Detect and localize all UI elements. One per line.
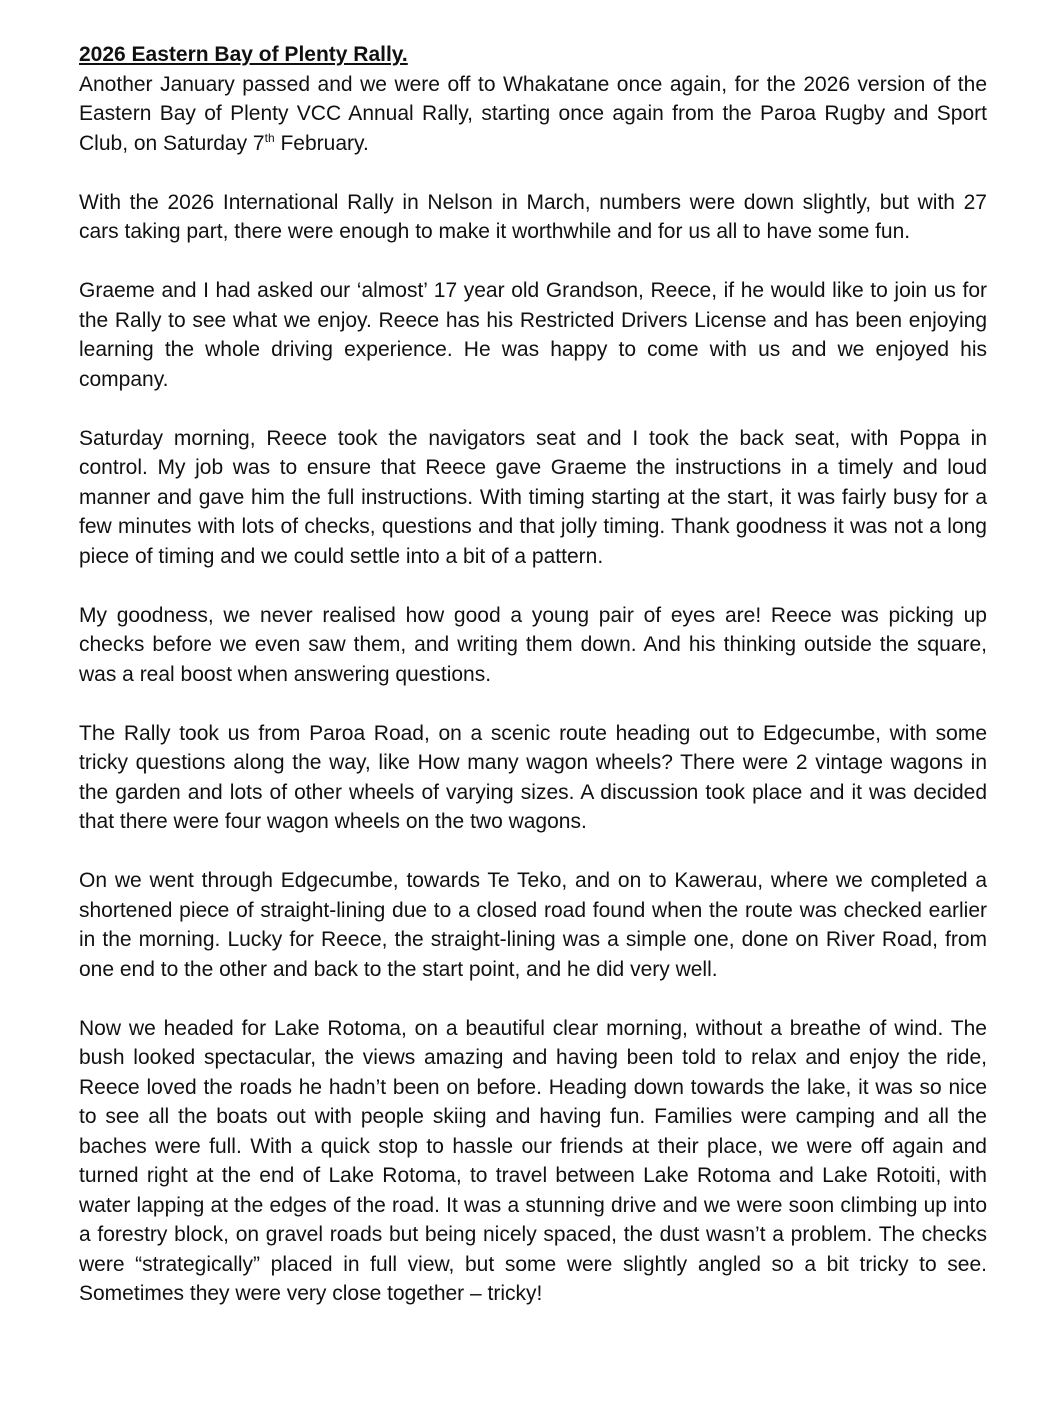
paragraph-kawerau: On we went through Edgecumbe, towards Te Teko, and on to Kawerau, where we completed a shortened piece of straight-lining due to a closed road found when the route was checked earlier in the morning. Lucky for Reece, the straight-lining was a simple one, done on River Road, from one end to the other and back to the start point, and he did very well.: [79, 869, 987, 981]
paragraph-grandson: Graeme and I had asked our ‘almost’ 17 year old Grandson, Reece, if he would like to join us for the Rally to see what we enjoy. Reece has his Restricted Drivers License and has been enjoying learning the whole driving experience. He was happy to come with us and we enjoyed his company.: [79, 279, 987, 391]
document-title: 2026 Eastern Bay of Plenty Rally.: [79, 43, 408, 66]
paragraph-saturday-morning: Saturday morning, Reece took the navigators seat and I took the back seat, with Poppa in control. My job was to ensure that Reece gave Graeme the instructions in a timely and loud manner and gave him the full instructions. With timing starting at the start, it was fairly busy for a few minutes with lots of checks, questions and that jolly timing. Thank goodness it was not a long piece of timing and we could settle into a bit of a pattern.: [79, 426, 987, 568]
ordinal-suffix: th: [264, 130, 275, 145]
paragraph-intro-end: February.: [274, 131, 369, 155]
paragraph-lake-rotoma: Now we headed for Lake Rotoma, on a beautiful clear morning, without a breathe of wind. The bush looked spectacular, the views amazing and having been told to relax and enjoy the ride, Reece loved the roads he hadn’t been on before. Heading down towards the lake, it was so nice to see all the boats out with people skiing and having fun. Families were camping and all the baches were full. With a quick stop to hassle our friends at their place, we were off again and turned right at the end of Lake Rotoma, to travel between Lake Rotoma and Lake Rotoiti, with water lapping at the edges of the road. It was a stunning drive and we were soon climbing up into a forestry block, on gravel roads but being nicely spaced, the dust wasn’t a problem. The checks were “strategically” placed in full view, but some were slightly angled so a bit tricky to see. Sometimes they were very close together – tricky!: [79, 1016, 987, 1305]
paragraph-intro: [79, 70, 987, 159]
paragraph-intro-text: Another January passed and we were off to Whakatane once again, for the 2026 version of the Eastern Bay of Plenty VCC Annual Rally, starting once again from the Paroa Rugby and Sport Club, on Saturday 7: [79, 72, 987, 155]
paragraph-numbers: With the 2026 International Rally in Nelson in March, numbers were down slightly, but with 27 cars taking part, there were enough to make it worthwhile and for us all to have some fun.: [79, 190, 987, 243]
paragraph-young-eyes: My goodness, we never realised how good a young pair of eyes are! Reece was picking up checks before we even saw them, and writing them down. And his thinking outside the square, was a real boost when answering questions.: [79, 603, 987, 686]
paragraph-route-edgecumbe: The Rally took us from Paroa Road, on a scenic route heading out to Edgecumbe, with some tricky questions along the way, like How many wagon wheels? There were 2 vintage wagons in the garden and lots of other wheels of varying sizes. A discussion took place and it was decided that there were four wagon wheels on the two wagons.: [79, 721, 987, 833]
document-page: [79, 40, 987, 1338]
